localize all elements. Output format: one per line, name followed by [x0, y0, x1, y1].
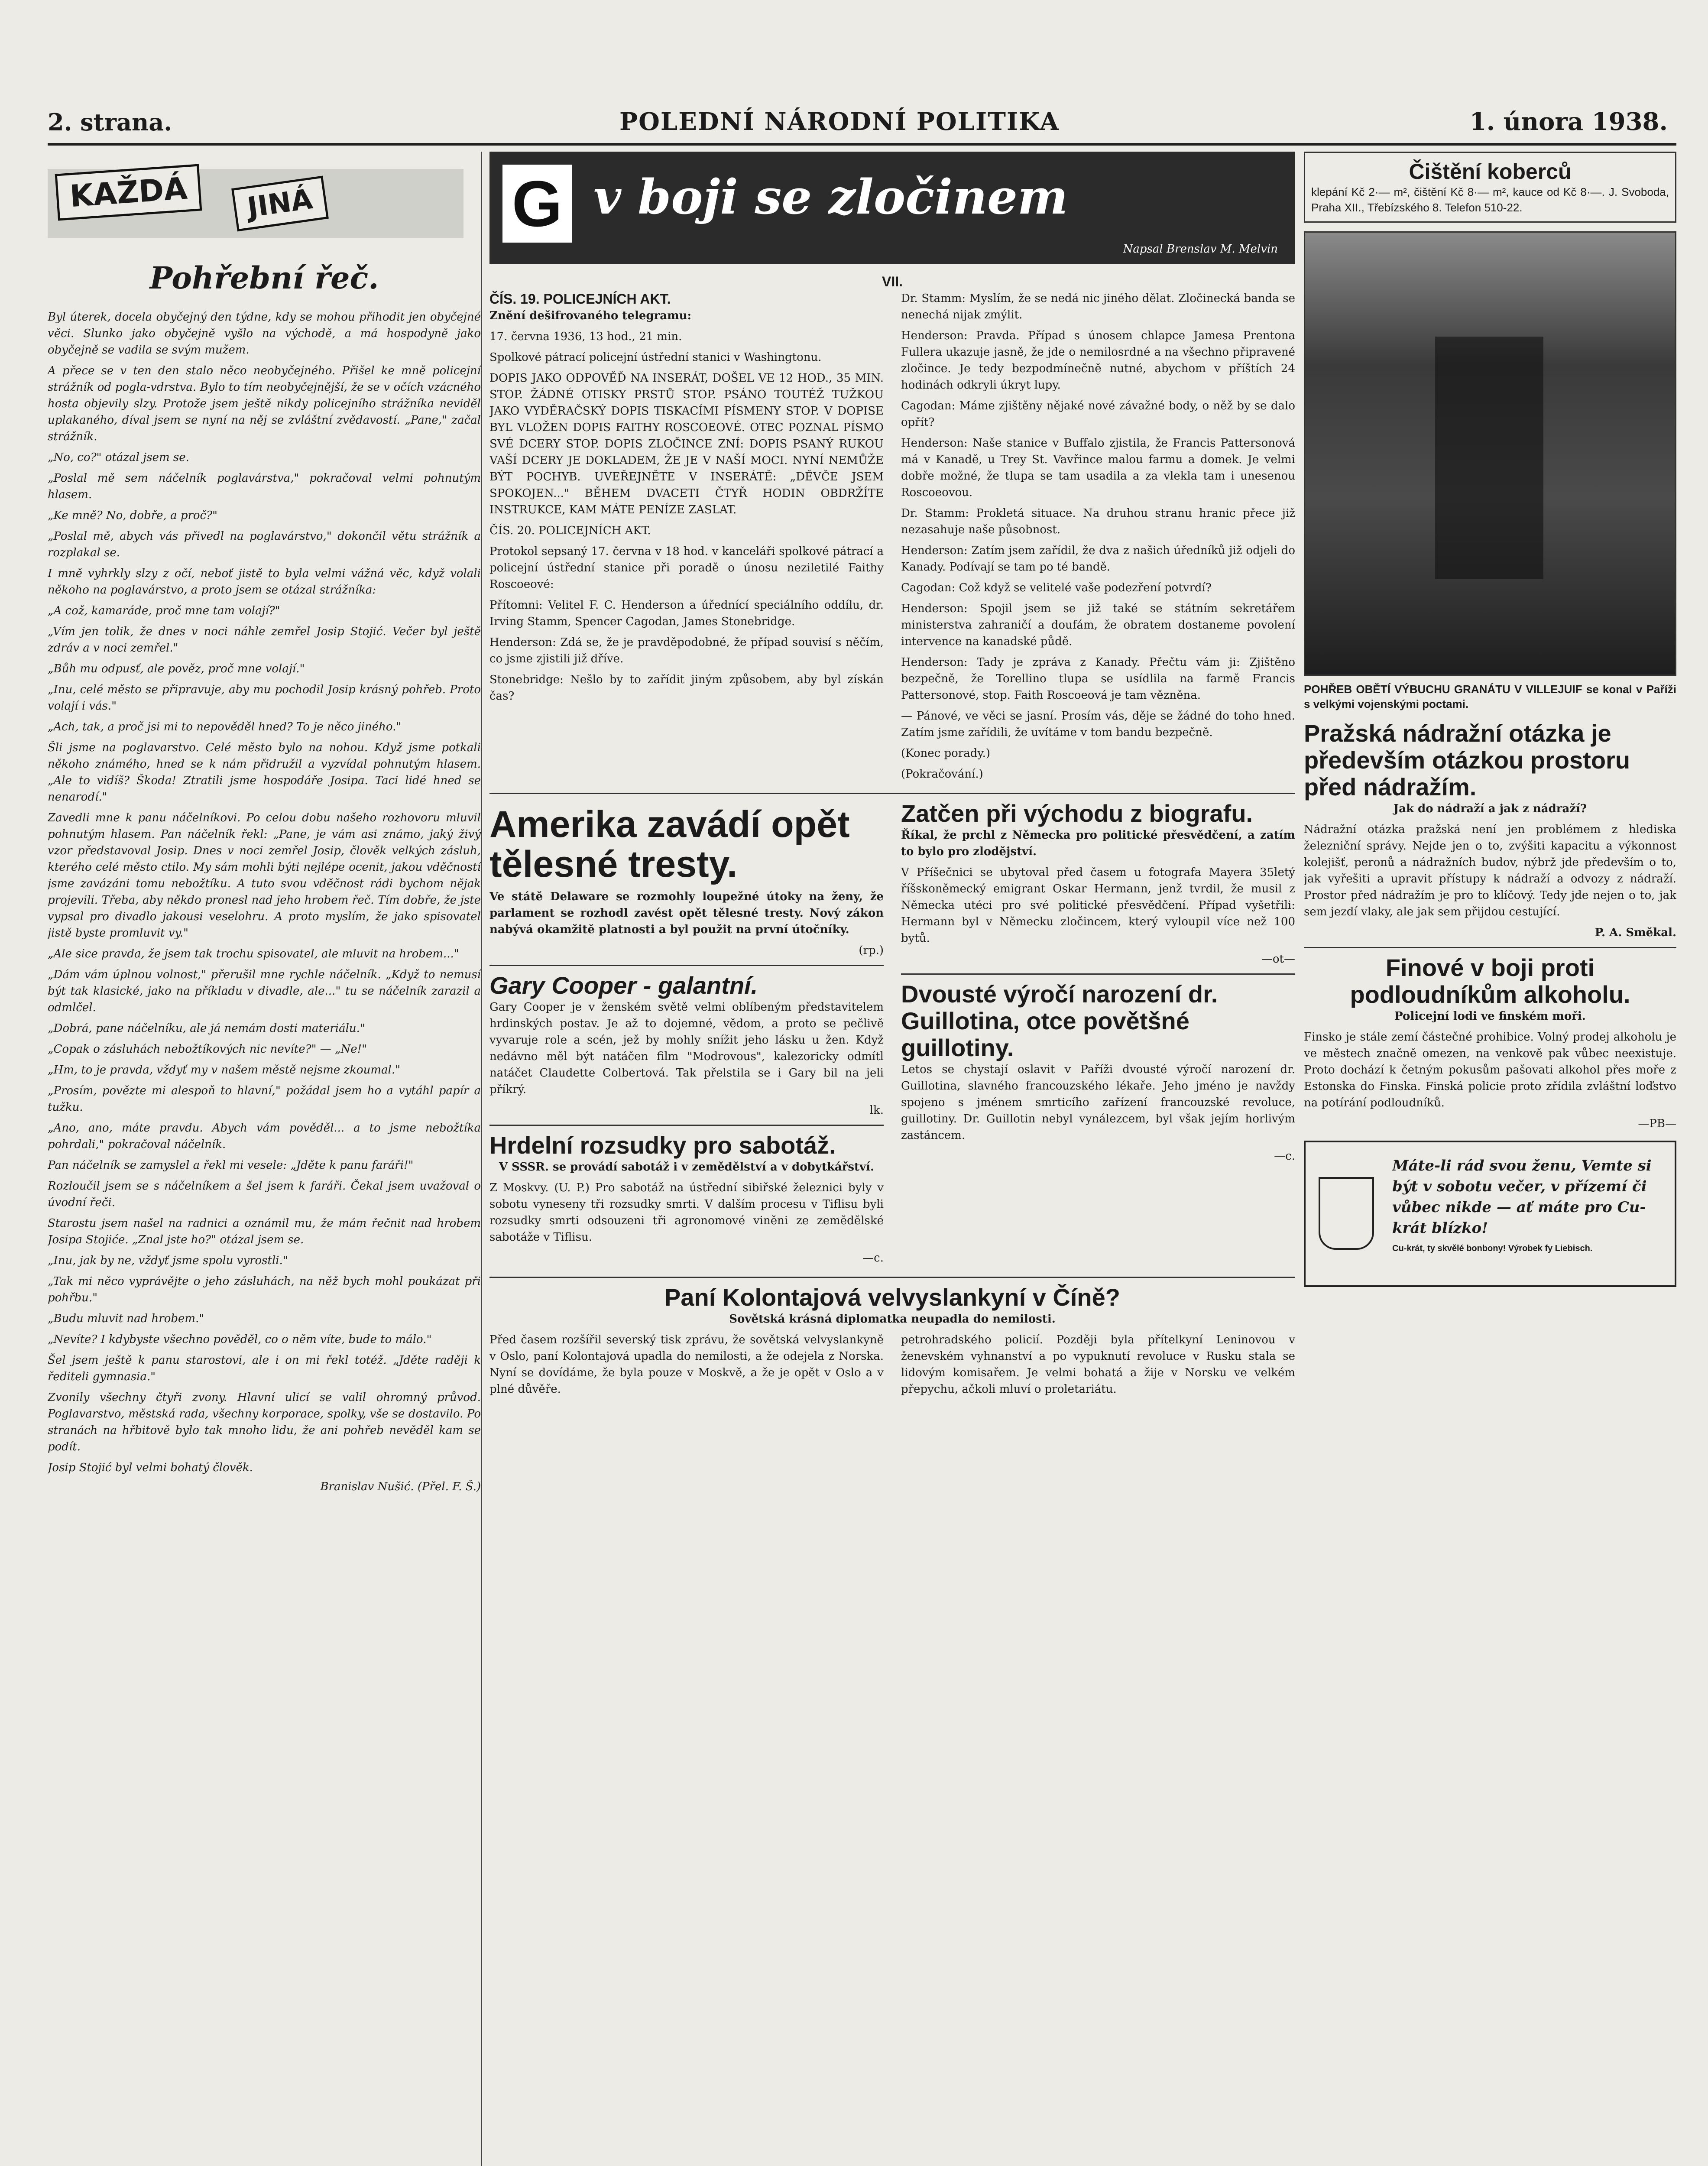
page-label: 2. strana. [48, 108, 172, 136]
feature-right-body [901, 290, 1295, 782]
article2-text: Finsko je stále zemí částečné prohibice. Volný prodej alkoholu je ve městech značně omezen, na venkově pak vůbec neexistuje. Proto dochází k četným pokusům pašovati alkohol přes moře z Estonska do Finska. Finská policie proto zřídila zvláštní loďstvo na potírání podloudníků. [1304, 1031, 1676, 1109]
article1-title: Pražská nádražní otázka je především otázkou prostoru před nádražím. [1304, 720, 1630, 801]
kicker-banner [48, 152, 481, 251]
paragraph: Josip Stojić byl velmi bohatý člověk. [48, 1461, 253, 1474]
candy-ad [1304, 1141, 1676, 1287]
zatcen-text: V Příšečnici se ubytoval před časem u fotografa Mayera 35letý říšskoněmecký emigrant Oskar Hermann, jenž tvrdil, že musil z Německa utéci pro své politické přesvědčení. Případ vyšetřili: Hermann byl v Německu zločincem, který vyloupil více než 100 bytů. [901, 866, 1295, 945]
feature-left-sub: Znění dešifrovaného telegramu: [489, 309, 692, 322]
kolontaj-columns [489, 1332, 1295, 1402]
paragraph: Spolkové pátrací policejní ústřední stanici v Washingtonu. [489, 351, 822, 364]
masthead [48, 104, 1676, 146]
chapter-number: VII. [882, 274, 903, 289]
paragraph: „A což, kamaráde, proč mne tam volají?" [48, 604, 280, 617]
paragraph: Dr. Stamm: Prokletá situace. Na druhou stranu hranic přece již nezasahuje naše působnost. [901, 507, 1295, 536]
paragraph: „Hm, to je pravda, vždyť my v našem městě nejsme zkoumal." [48, 1064, 401, 1077]
paragraph: ČÍS. 20. POLICEJNÍCH AKT. [489, 524, 651, 537]
divider [901, 973, 1295, 975]
paragraph: Šli jsme na poglavarstvo. Celé město bylo na nohou. Když jsme potkali někoho známého, hned se k nám přidružil a vyzvídal pohnutým hlasem. „Ale to vidíš? Škoda! Ztratili jsme hospodáře Josipa. Taci lidé hned se nenarodí." [48, 741, 481, 804]
carpet-ad-text: klepání Kč 2·— m², čištění Kč 8·— m², kauce od Kč 8·—. J. Svoboda, Praha XII., Třebízského 8. Telefon 510-22. [1311, 185, 1669, 214]
paragraph: „Inu, celé město se připravuje, aby mu pochodil Josip krásný pohřeb. Proto volají i vás." [48, 683, 481, 713]
paragraph: (Konec porady.) [901, 747, 990, 760]
divider [489, 1277, 1295, 1278]
kicker-word-1: KAŽDÁ [55, 164, 202, 221]
paragraph: „Copak o zásluhách nebožtíkových nic nevíte?" — „Ne!" [48, 1043, 367, 1056]
cooper-title: Gary Cooper - galantní. [489, 972, 758, 999]
feature-title: v boji se zločinem [593, 169, 1068, 225]
cooper-text: Gary Cooper je v ženském světě velmi oblíbeným představitelem hrdinských postav. Je až to dojemné, vědom, a proto se pečlivě vyvaruje role a scén, jež by mohly snížit jeho lásku u žen. Když nedávno měl být natáčen film "Modrovous", kalezoricky odmítl natáčet Claudette Colbertová. Tak přelstila se i Gary bil na jeli příkrý. [489, 1001, 884, 1096]
paragraph: „Ano, ano, máte pravdu. Abych vám pověděl... a to jsme nebožtíka pohrdali," pokračoval náčelník. [48, 1122, 481, 1151]
cooper-credit: lk. [869, 1104, 884, 1117]
candy-ad-small: Cu-krát, ty skvělé bonbony! Výrobek fy Liebisch. [1392, 1244, 1593, 1253]
paragraph: Pan náčelník se zamyslel a řekl mi vesele: „Jděte k panu faráři!" [48, 1159, 414, 1172]
paragraph: (Pokračování.) [901, 768, 983, 781]
paragraph: Dr. Stamm: Myslím, že se nedá nic jiného dělat. Zločinecká banda se nenechá nijak zmýlit. [901, 292, 1295, 321]
article2-title: Finové v boji proti podloudníkům alkoholu. [1350, 954, 1630, 1008]
paragraph: „Ach, tak, a proč jsi mi to nepověděl hned? To je něco jiného." [48, 720, 402, 733]
paragraph: Stonebridge: Nešlo by to zařídit jiným způsobem, aby byl získán čas? [489, 673, 884, 703]
divider [489, 793, 1295, 794]
feature-columns [489, 290, 1295, 787]
paragraph: Henderson: Naše stanice v Buffalo zjistila, že Francis Pattersonová má v Kanadě, u Trey St. Vavřince malou farmu a domek. Je velmi dobře možné, že tlupa se tam usadila a za vlekla tam i unesenou Roscoeovou. [901, 437, 1295, 499]
guillotin-text: Letos se chystají oslavit v Paříži dvousté výročí narození dr. Guillotina, slavného francouzského lékaře. Jeho jméno je navždy spojeno s jménem smrticího zařízení francouzské revoluce, guillotiny. Dr. Guillotin nebyl vynálezcem, byl však jejím horlivým zastáncem. [901, 1063, 1295, 1142]
paragraph: „Poslal mě, abych vás přivedl na poglavárstvo," dokončil větu strážník a rozplakal se. [48, 530, 481, 559]
cup-icon [1319, 1177, 1374, 1250]
paragraph: „No, co?" otázal jsem se. [48, 451, 189, 464]
article2-sub: Policejní lodi ve finském moři. [1394, 1010, 1586, 1023]
hrdelni-lead: V SSSR. se provádí sabotáž i v zemědělství a v dobytkářství. [499, 1161, 875, 1174]
story-body [48, 309, 481, 1476]
paragraph: „Dám vám úplnou volnost," přerušil mne rychle náčelník. „Když to nemusí být tak klasické, jako na příkladu v divadle, ale..." tu se náčelník zarazil a odmlčel. [48, 968, 481, 1014]
photo-building [1435, 337, 1543, 579]
feature-left-heading: ČÍS. 19. POLICEJNÍCH AKT. [489, 291, 671, 307]
column-story [48, 152, 482, 2166]
carpet-ad [1304, 152, 1676, 223]
article2-credit: —PB— [1638, 1117, 1676, 1130]
guillotin-credit: —c. [1274, 1150, 1295, 1163]
paragraph: Zvonily všechny čtyři zvony. Hlavní ulicí se valil ohromný průvod. Poglavarstvo, městská rada, všechny korporace, spolky, vše se dostavilo. Po stranách na hřbitově bylo tak mnoho lidu, že ani pohřeb nevěděl kam se podít. [48, 1391, 481, 1453]
story-signature: Branislav Nušić. (Přel. F. Š.) [320, 1480, 481, 1493]
feature-left-body [489, 328, 884, 704]
zatcen-credit: —ot— [1261, 953, 1295, 966]
paragraph: „Ale sice pravda, že jsem tak trochu spisovatel, ale mluvit na hrobem..." [48, 947, 459, 960]
column-right [1304, 152, 1676, 2166]
zatcen-title: Zatčen při východu z biografu. [901, 800, 1253, 827]
feature-banner [489, 152, 1295, 264]
newspaper-title: POLEDNÍ NÁRODNÍ POLITIKA [619, 107, 1060, 136]
article1-sub: Jak do nádraží a jak z nádraží? [1393, 802, 1587, 815]
hrdelni-text: Z Moskvy. (U. P.) Pro sabotáž na ústřední sibiřské železnici byly v sobotu vyneseny tři rozsudky smrti. V dalším procesu v Tiflisu byli rozsudky smrti odsouzeni tři agronomové viněni ze zemědělské sabotáže v Tiflisu. [489, 1181, 884, 1244]
paragraph: Henderson: Zdá se, že je pravděpodobné, že případ souvisí s něčím, co jsme zjistili již dříve. [489, 636, 884, 665]
article1-signature: P. A. Směkal. [1595, 926, 1676, 939]
divider [489, 965, 884, 966]
paragraph: A přece se v ten den stalo něco neobyčejného. Přišel ke mně policejní strážník od pogla-vdrstva. Bylo to tím neobyčejnější, že se v očích vzácného hosta objevily slzy. Protože jsem ještě nikdy policejního strážníka neviděl uplakaného, díval jsem se nyní na něj se zvláštní zvědavostí. „Pane," začal strážník. [48, 364, 481, 443]
paragraph: Byl úterek, docela obyčejný den týdne, kdy se mohou přihodit jen obyčejné věci. Slunko jako obyčejně vyšlo na východě, a má hospodyně jako obyčejně se vadila se svým mužem. [48, 311, 481, 357]
paragraph: Henderson: Pravda. Případ s únosem chlapce Jamesa Prentona Fullera ukazuje jasně, že jde o nemilosrdné a na všechno připravené zločince. Je tedy bezpodmínečně nutné, abychom v příštích 24 hodinách odkryli úkryt lupy. [901, 329, 1295, 392]
kolontaj-right: petrohradského policií. Později byla přítelkyní Leninovou v ženevském vyhnanství a po vypuknutí revoluce v Rusku stala se lidovým komisařem. Je velmi bohatá a žije v Norsku ve velkém přepychu, ačkoli mluví o proletariátu. [901, 1333, 1295, 1396]
paragraph: Henderson: Spojil jsem se již také se státním sekretářem ministerstva zahraničí a doufám, že obratem dostaneme povolení intervence na kanadské půdě. [901, 602, 1295, 648]
column-middle [489, 152, 1295, 2166]
paragraph: Protokol sepsaný 17. června v 18 hod. v kanceláři spolkové pátrací a policejní ústřední stanice při poradě o únosu neziletilé Faithy Roscoeové: [489, 545, 884, 591]
zatcen-lead: Říkal, že prchl z Německa pro politické přesvědčení, a zatím to bylo pro zlodějství. [901, 829, 1295, 858]
kolontaj-lead: Sovětská krásná diplomatka neupadla do nemilosti. [729, 1313, 1056, 1326]
paragraph: „Prosím, povězte mi alespoň to hlavní," požádal jsem ho a vytáhl papír a tužku. [48, 1084, 481, 1114]
amerika-title: Amerika zavádí opět tělesné tresty. [489, 804, 850, 885]
paragraph: Henderson: Zatím jsem zařídil, že dva z našich úředníků již odjeli do Kanady. Podívají se tam po té bandě. [901, 544, 1295, 574]
hrdelni-credit: —c. [862, 1252, 884, 1265]
paragraph: „Tak mi něco vyprávějte o jeho zásluhách, na něž bych mohl poukázat při pohřbu." [48, 1275, 481, 1304]
kolontaj-left: Před časem rozšířil severský tisk zprávu, že sovětská velvyslankyně v Oslo, paní Kolontajová upadla do nemilosti, a že odejela z Norska. Nyní se dovídáme, že byla pouze v Moskvě, a že je opět v Oslo a v plné důvěře. [489, 1333, 884, 1396]
issue-date: 1. února 1938. [1469, 107, 1668, 136]
paragraph: Přítomni: Velitel F. C. Henderson a úřednící speciálního oddílu, dr. Irving Stamm, Spencer Cagodan, James Stonebridge. [489, 599, 884, 628]
newspaper-page [48, 95, 1676, 2166]
hrdelni-title: Hrdelní rozsudky pro sabotáž. [489, 1132, 836, 1159]
candy-ad-text: Máte-li rád svou ženu, Vemte si být v sobotu večer, v přízemí či vůbec nikde — ať máte pro Cu-krát blízko! [1392, 1157, 1652, 1237]
paragraph: „Dobrá, pane náčelníku, ale já nemám dosti materiálu." [48, 1022, 365, 1035]
paragraph: I mně vyhrkly slzy z očí, neboť jistě to byla velmi vážná věc, když volali někoho na poglavárstvo, a proto jsem se otázal strážníka: [48, 567, 481, 597]
paragraph: „Budu mluvit nad hrobem." [48, 1312, 204, 1325]
news-columns [489, 800, 1295, 1271]
amerika-credit: (rp.) [859, 944, 884, 957]
feature-letter: G [502, 165, 572, 243]
carpet-ad-title: Čištění koberců [1409, 159, 1572, 184]
paragraph: Cagodan: Máme zjištěny nějaké nové závažné body, o něž by se dalo opřít? [901, 399, 1295, 429]
kicker-word-2: JINÁ [231, 176, 329, 232]
article1-text: Nádražní otázka pražská není jen problémem z hlediska železniční správy. Nejde jen o to, zvýšiti kapacitu a výkonnost kolejišť, peronů a nádražních budov, nýbrž jde především o to, jak vyřešiti a upravit přístupy k nádraží a odvozy z nádraží. Prostor před nádražím je pro to klíčový. Tedy jde nejen o to, jak sem jezdí vlaky, ale jak sem přijdou cestující. [1304, 823, 1676, 918]
paragraph: Šel jsem ještě k panu starostovi, ale i on mi řekl totéž. „Jděte raději k řediteli gymnasia." [48, 1354, 481, 1383]
divider [489, 1125, 884, 1126]
paragraph: „Ke mně? No, dobře, a proč?" [48, 509, 218, 522]
paragraph: Starostu jsem našel na radnici a oznámil mu, že mám řečnit nad hrobem Josipa Stojiće. „Znal jste ho?" otázal jsem se. [48, 1217, 481, 1246]
paragraph: DOPIS JAKO ODPOVĚĎ NA INSERÁT, DOŠEL VE 12 HOD., 35 MIN. STOP. ŽÁDNÉ OTISKY PRSTŮ STOP. PSÁNO TOUTÉŽ TUŽKOU JAKO VYDĚRAČSKÝ DOPIS TISKACÍMI PÍSMENY STOP. V DOPISE BYL VLOŽEN DOPIS FAITHY ROSCOEOVÉ. OTEC POZNAL PÍSMO SVÉ DCERY STOP. DOPIS ZLOČINCE ZNÍ: DOPIS PSANÝ RUKOU VAŠÍ DCERY JE DOKLADEM, ŽE JE V NAŠÍ MOCI. NYNÍ NEMŮŽE BÝT POCHYB. UVEŘEJNĚTE V INSERÁTĚ: „DĚVČE JSEM SPOKOJEN..." BĚHEM DVACETI ČTYŘ HODIN OBDRŽÍTE INSTRUKCE, KAM MÁTE PENÍZE ZASLAT. [489, 372, 884, 516]
funeral-photo [1304, 231, 1676, 676]
paragraph: „Nevíte? I kdybyste všechno pověděl, co o něm víte, bude to málo." [48, 1333, 432, 1346]
photo-caption: POHŘEB OBĚTÍ VÝBUCHU GRANÁTU V VILLEJUIF se konal v Paříži s velkými vojenskými poctami. [1304, 683, 1676, 710]
paragraph: „Inu, jak by ne, vždyť jsme spolu vyrostli." [48, 1254, 288, 1267]
paragraph: „Bůh mu odpusť, ale pověz, proč mne volají." [48, 662, 305, 675]
feature-byline: Napsal Brenslav M. Melvin [1123, 243, 1278, 256]
paragraph: Zavedli mne k panu náčelníkovi. Po celou dobu našeho rozhovoru mluvil pohnutým hlasem. Pan náčelník řekl: „Pane, je vám asi známo, jaký živý vzor představoval Josip. Dnes v noci zemřel Josip, člověk velkých zásluh, kterého celé město ctilo. My sám mohli býti nejlépe ocenit, jakou vděčností jsme zavázáni tomu nebožtíku. A tuto svou vděčnost rádi bychom nějak projevili. Třeba, aby někdo pronesl nad jeho hrobem řeč. Tím dobře, že jste vypsal pro divadlo jakousi veselohru. A proto myslím, že jako spisovatel jistě byste promluvit vy." [48, 811, 481, 940]
paragraph: „Vím jen tolik, že dnes v noci náhle zemřel Josip Stojić. Večer byl ještě zdráv a v noci zemřel." [48, 625, 481, 655]
kolontaj-title: Paní Kolontajová velvyslankyní v Číně? [664, 1284, 1120, 1311]
paragraph: — Pánové, ve věci se jasní. Prosím vás, děje se žádné do toho hned. Zatím jsme zařídili, že uvítáme v tom bandu bezpečně. [901, 710, 1295, 739]
guillotin-title: Dvousté výročí narození dr. Guillotina, otce povětšné guillotiny. [901, 980, 1218, 1061]
amerika-lead: Ve státě Delaware se rozmohly loupežné útoky na ženy, že parlament se rozhodl zavést opět tělesné tresty. Nový zákon nabývá okamžitě platnosti a byl použit na první útočníky. [489, 890, 884, 936]
paragraph: Cagodan: Což když se velitelé vaše podezření potvrdí? [901, 581, 1212, 594]
paragraph: Henderson: Tady je zpráva z Kanady. Přečtu vám ji: Zjištěno bezpečně, že Torellino tlupa se usídlila na farmě Francis Pattersonové, stop. Faith Roscoeová je tam vězněna. [901, 656, 1295, 702]
divider [1304, 947, 1676, 948]
paragraph: Rozloučil jsem se s náčelníkem a šel jsem k faráři. Čekal jsem uvažoval o úvodní řeči. [48, 1180, 481, 1209]
paragraph: „Poslal mě sem náčelník poglavárstva," pokračoval velmi pohnutým hlasem. [48, 472, 481, 501]
paragraph: 17. června 1936, 13 hod., 21 min. [489, 330, 682, 343]
story-title: Pohřební řeč. [149, 260, 379, 296]
